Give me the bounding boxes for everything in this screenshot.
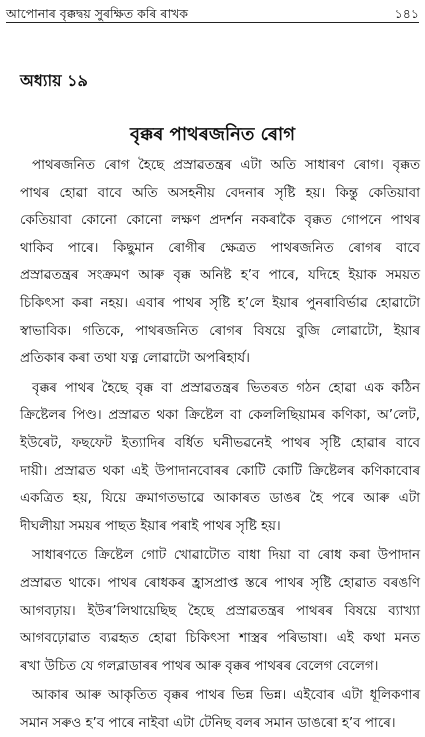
text-line: সাধাৰণতে ক্ৰিষ্টেল গোট খোৱাটোত বাধা দিয়া বা ৰোধ কৰা উপাদান	[32, 548, 420, 564]
text-line: আগবঢ়োৱাত ব্যৱহৃত হোৱা চিকিৎসা শাস্ত্ৰৰ পৰিভাষা। এই কথা মনত	[20, 631, 420, 647]
running-title: আপোনাৰ বৃক্কদ্বয় সুৰক্ষিত কৰি ৰাখক	[6, 6, 189, 21]
body-text	[20, 152, 420, 737]
paragraph	[20, 682, 420, 737]
text-line: ইউৰেট, ফছফেট ইত্যাদিৰ বৰ্ধিত ঘনীভৱনেই পাথৰ সৃষ্টি হোৱাৰ বাবে	[20, 435, 420, 451]
page-number: ১৪১	[394, 6, 419, 21]
text-line: ৰখা উচিত যে গলব্লাডাৰৰ পাথৰ আৰু বৃক্কৰ পাথৰৰ বেলেগ বেলেগ।	[20, 658, 379, 674]
text-line: পাথৰ হোৱা বাবে অতি অসহনীয় বেদনাৰ সৃষ্টি হয়। কিন্তু কেতিয়াবা	[20, 185, 420, 201]
header-rule	[6, 22, 419, 23]
text-line: পাথৰজনিত ৰোগ হৈছে প্ৰস্ৰাৱতন্ত্ৰৰ এটা অতি সাধাৰণ ৰোগ। বৃক্কত	[32, 158, 420, 173]
text-line: বৃক্কৰ পাথৰ হৈছে বৃক্ক বা প্ৰস্ৰাৱতন্ত্ৰৰ ভিতৰত গঠন হোৱা এক কঠিন	[32, 380, 420, 396]
text-line: কেতিয়াবা কোনো কোনো লক্ষণ প্ৰদৰ্শন নকৰাকৈ বৃক্কত গোপনে পাথৰ	[20, 213, 420, 229]
chapter-label: অধ্যায় ১৯	[20, 71, 88, 90]
paragraph	[20, 152, 420, 373]
paragraph	[20, 375, 420, 541]
text-line: স্বাভাবিক। গতিকে, পাথৰজনিত ৰোগৰ বিষয়ে বুজি লোৱাটো, ইয়াৰ	[20, 323, 420, 339]
text-line: আকাৰ আৰু আকৃতিত বৃক্কৰ পাথৰ ভিন্ন ভিন্ন। এইবোৰ এটা ধূলিকণাৰ	[32, 688, 420, 704]
running-header	[6, 4, 419, 22]
paragraph	[20, 542, 420, 680]
text-line: প্ৰস্ৰাৱত থাকে। পাথৰ ৰোধকৰ হ্ৰাসপ্ৰাপ্ত স্তৰে পাথৰ সৃষ্টি হোৱাত বৰঙণি	[20, 575, 420, 591]
text-line: সমান সৰুও হ’ব পাৰে নাইবা এটা টেনিছ বলৰ সমান ডাঙৰো হ’ব পাৰে।	[20, 715, 396, 731]
text-line: একত্ৰিত হয়, যিয়ে ক্ৰমাগতভাৱে আকাৰত ডাঙৰ হৈ পৰে আৰু এটা	[20, 491, 420, 507]
text-line: প্ৰতিকাৰ কৰা তথা যত্ন লোৱাটো অপৰিহাৰ্য।	[20, 351, 250, 367]
text-line: চিকিৎসা কৰা নহয়। এবাৰ পাথৰ সৃষ্টি হ’লে ইয়াৰ পুনৰাবিৰ্ভাৱ হোৱাটো	[20, 295, 420, 311]
chapter-title: বৃক্কৰ পাথৰজনিত ৰোগ	[129, 124, 296, 145]
text-line: থাকিব পাৰে। কিছুমান ৰোগীৰ ক্ষেত্ৰত পাথৰজনিত ৰোগৰ বাবে	[20, 240, 420, 256]
text-line: ক্ৰিষ্টেলৰ পিণ্ড। প্ৰস্ৰাৱত থকা ক্ৰিষ্টেল বা কেললিছিয়ামৰ কণিকা, অ’লেট,	[20, 408, 420, 424]
text-line: আগবঢ়ায়। ইউৰ’লিথায়েছিছ হৈছে প্ৰস্ৰাৱতন্ত্ৰৰ পাথৰৰ বিষয়ে ব্যাখ্যা	[20, 603, 420, 619]
text-line: প্ৰস্ৰাৱতন্ত্ৰৰ সংক্ৰমণ আৰু বৃক্ক অনিষ্ট হ’ব পাৰে, যদিহে ইয়াক সময়ত	[20, 268, 420, 284]
text-line: দীঘলীয়া সময়ৰ পাছত ইয়াৰ পৰাই পাথৰ সৃষ্টি হয়।	[20, 518, 281, 534]
text-line: দায়ী। প্ৰস্ৰাৱত থকা এই উপাদানবোৰৰ কোটি কোটি ক্ৰিষ্টেলৰ কণিকাবোৰ	[20, 463, 420, 479]
